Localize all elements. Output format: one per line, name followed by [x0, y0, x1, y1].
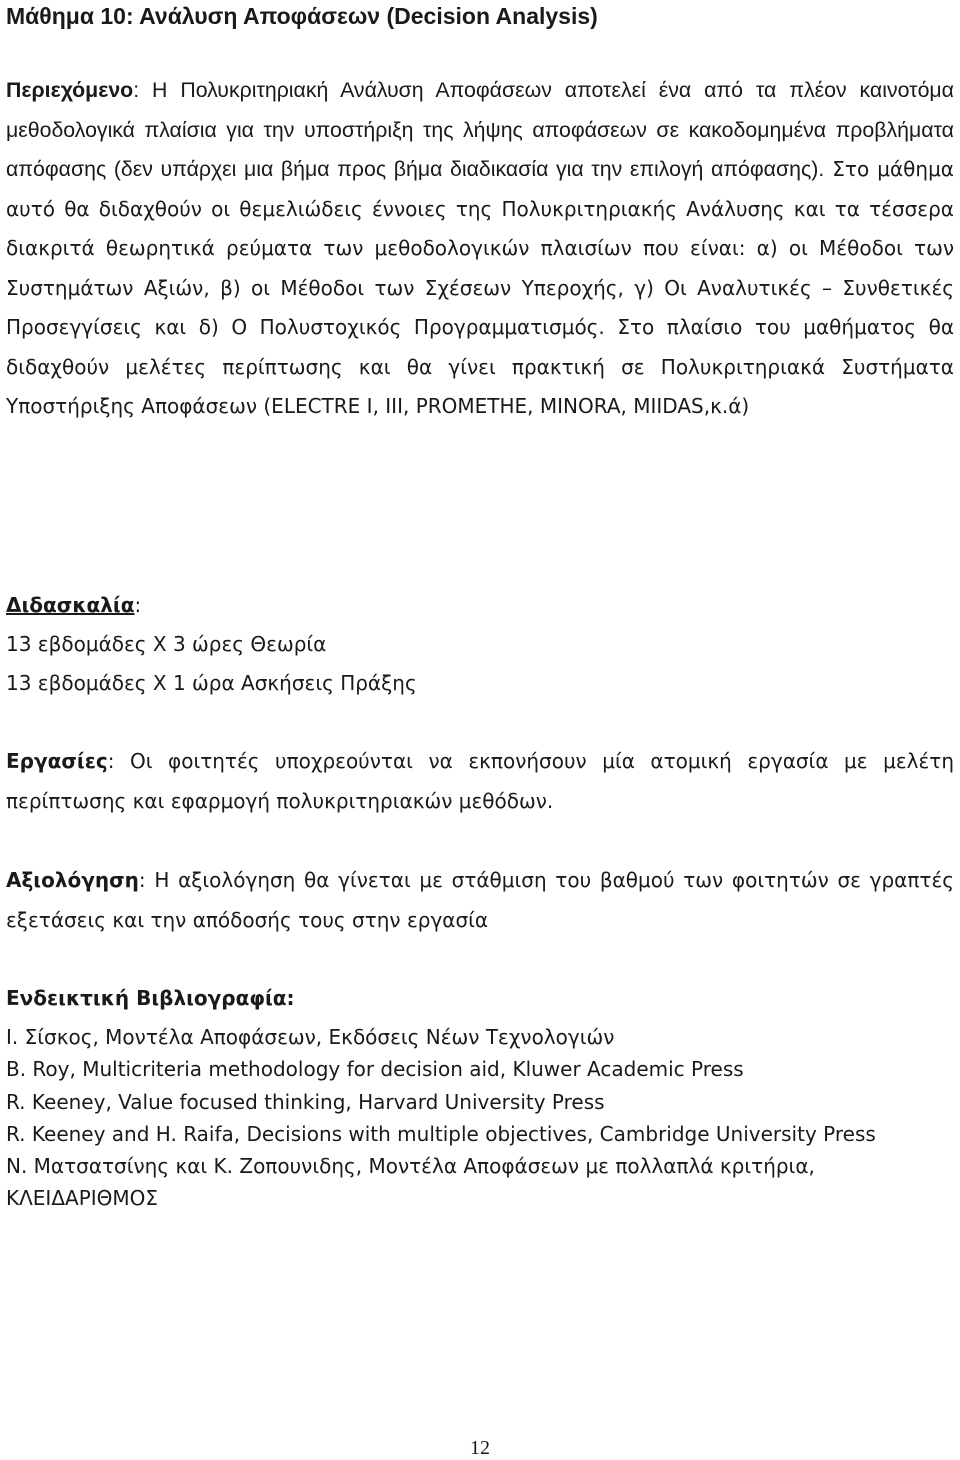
page-title: Μάθημα 10: Ανάλυση Αποφάσεων (Decision Analysis): [6, 3, 598, 29]
bibliography-heading: Ενδεικτική Βιβλιογραφία:: [6, 986, 295, 1010]
bibliography-item: R. Keeney and H. Raifa, Decisions with multiple objectives, Cambridge University Press: [6, 1121, 876, 1146]
works-colon: :: [107, 749, 115, 773]
teaching-line-theory: 13 εβδομάδες Χ 3 ώρες Θεωρία: [6, 632, 327, 656]
assessment-text: Η αξιολόγηση θα γίνεται με στάθμιση του βαθμού των φοιτητών σε γραπτές εξετάσεις και την απόδοσής τους στην εργασία: [6, 868, 954, 932]
teaching-heading: [6, 586, 954, 625]
contents-paragraph: [6, 71, 954, 427]
assessment-label: Αξιολόγηση: [6, 868, 139, 892]
contents-text-intro: Η Πολυκριτηριακή Ανάλυση Αποφάσεων αποτελεί ένα από τα πλέον καινοτόμα μεθοδολογικά πλαίσια για την υποστήριξη της λήψης αποφάσεων σε κακοδομημένα προβλήματα απόφασης (δεν υπάρχει μια βήμα προς βήμα διαδικασία για την επιλογή απόφασης).: [6, 78, 954, 181]
teaching-label: Διδασκαλία: [6, 593, 135, 617]
bibliography-item: R. Keeney, Value focused thinking, Harvard University Press: [6, 1089, 605, 1114]
teaching-section: [6, 586, 954, 703]
bibliography-item: B. Roy, Multicriteria methodology for decision aid, Kluwer Academic Press: [6, 1057, 744, 1082]
bibliography-item: Ν. Ματσατσίνης και Κ. Ζοπουνιδης, Μοντέλα Αποφάσεων με πολλαπλά κριτήρια, ΚΛΕΙΔΑΡΙΘΜΟΣ: [6, 1154, 815, 1211]
works-label: Εργασίες: [6, 749, 108, 773]
contents-colon: :: [133, 78, 140, 102]
bibliography-item: Ι. Σίσκος, Μοντέλα Αποφάσεων, Εκδόσεις Νέων Τεχνολογιών: [6, 1025, 615, 1049]
assessment-colon: :: [138, 868, 146, 892]
assessment-paragraph: [6, 861, 954, 940]
teaching-colon: :: [134, 593, 142, 617]
contents-label: Περιεχόμενο: [6, 78, 134, 102]
works-paragraph: [6, 742, 954, 821]
page-number: 12: [470, 1437, 490, 1459]
teaching-line-practice: 13 εβδομάδες Χ 1 ώρα Ασκήσεις Πράξης: [6, 671, 417, 695]
works-text: Οι φοιτητές υποχρεούνται να εκπονήσουν μία ατομική εργασία με μελέτη περίπτωσης και εφαρμογή πολυκριτηριακών μεθόδων.: [6, 749, 954, 813]
contents-text-body: Στο μάθημα αυτό θα διδαχθούν οι θεμελιώδεις έννοιες της Πολυκριτηριακής Ανάλυσης και τα τέσσερα διακριτά θεωρητικά ρεύματα των μεθοδολογικών πλαισίων που είναι: α) οι Μέθοδοι των Συστημάτων Αξιών, β) οι Μέθοδοι των Σχέσεων Υπεροχής, γ) Οι Αναλυτικές – Συνθετικές Προσεγγίσεις και δ) Ο Πολυστοχικός Προγραμματισμός. Στο πλαίσιο του μαθήματος θα διδαχθούν μελέτες περίπτωσης και θα γίνει πρακτική σε Πολυκριτηριακά Συστήματα Υποστήριξης Αποφάσεων (ELECTRE I, III, PROMETHE, MINORA, MIIDAS,κ.ά): [6, 157, 954, 418]
bibliography-list: [6, 1021, 954, 1215]
